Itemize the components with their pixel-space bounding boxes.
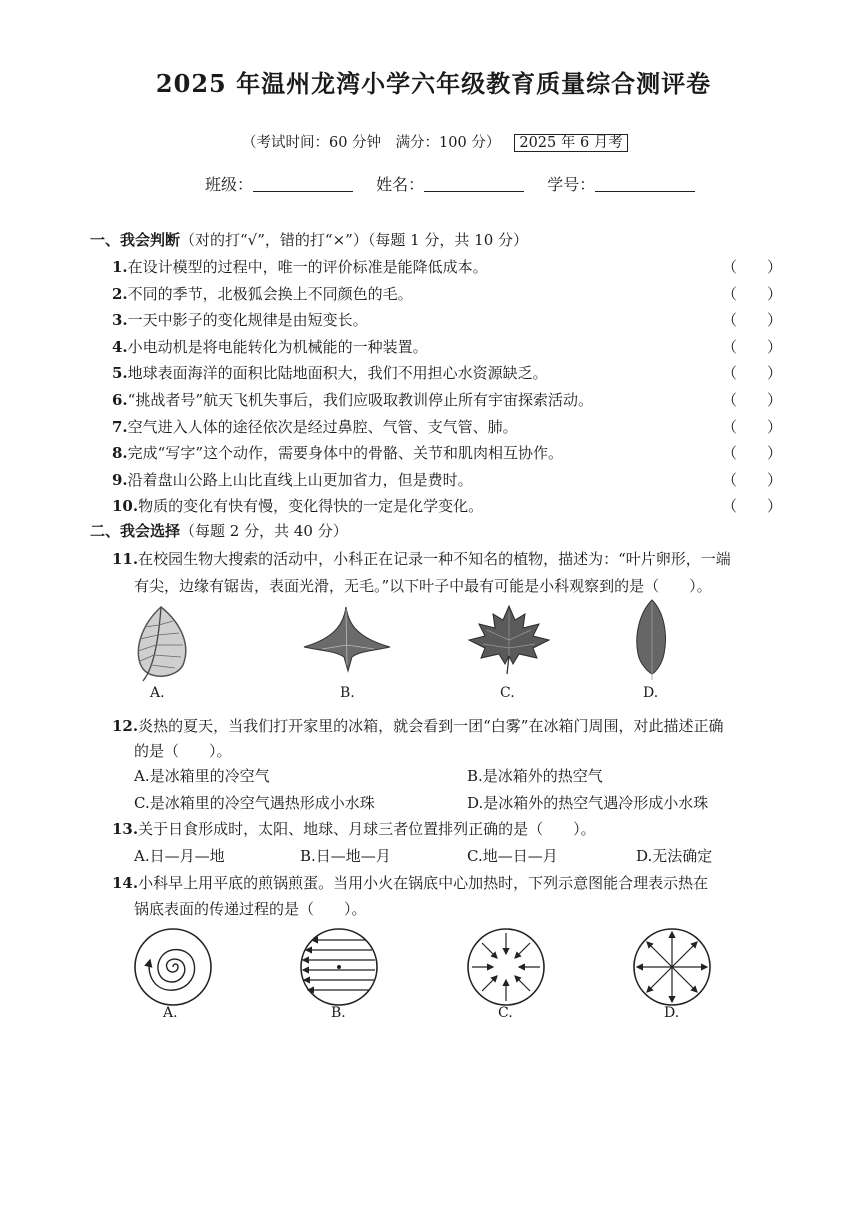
judgement-item bbox=[112, 362, 548, 383]
class-field bbox=[205, 172, 353, 195]
q14-line1 bbox=[112, 872, 708, 893]
answer-parentheses[interactable]: （ ） bbox=[722, 444, 783, 463]
judgement-item bbox=[112, 389, 593, 410]
leaf-a-image bbox=[133, 605, 193, 681]
q11-number: 11. bbox=[112, 550, 139, 568]
judgement-number: 10. bbox=[112, 497, 139, 516]
answer-parentheses[interactable]: （ ） bbox=[722, 284, 783, 303]
q12-line2: 的是（ ）。 bbox=[134, 742, 232, 760]
judgement-text: 小电动机是将电能转化为机械能的一种装置。 bbox=[127, 337, 428, 356]
q13-line1 bbox=[112, 818, 596, 839]
exam-info bbox=[242, 131, 628, 152]
judgement-text: “挑战者号”航天飞机失事后，我们应吸取教训停止所有宇宙探索活动。 bbox=[127, 391, 594, 409]
q12-option-b[interactable]: B.是冰箱外的热空气 bbox=[467, 767, 603, 785]
leaf-d-image bbox=[634, 598, 670, 682]
judgement-number: 2. bbox=[112, 284, 128, 303]
section2-note: （每题 2 分，共 40 分） bbox=[180, 522, 348, 540]
q13-text1: 关于日食形成时，太阳、地球、月球三者位置排列正确的是（ ）。 bbox=[138, 820, 596, 838]
answer-parentheses[interactable]: （ ） bbox=[722, 470, 783, 489]
section1-title: 一、我会判断 bbox=[90, 231, 181, 249]
judgement-item bbox=[112, 416, 518, 437]
name-label: 姓名： bbox=[376, 175, 425, 194]
q13-option-a[interactable]: A.日—月—地 bbox=[134, 847, 225, 865]
judgement-text: 物质的变化有快有慢，变化得快的一定是化学变化。 bbox=[138, 497, 484, 516]
name-blank[interactable] bbox=[424, 177, 524, 192]
judgement-text: 在设计模型的过程中，唯一的评价标准是能降低成本。 bbox=[127, 258, 488, 276]
q12-text1: 炎热的夏天，当我们打开家里的冰箱，就会看到一团“白雾”在冰箱门周围，对此描述正确 bbox=[138, 717, 724, 735]
judgement-text: 一天中影子的变化规律是由短变长。 bbox=[127, 311, 368, 330]
section1-note: （对的打“√”，错的打“×”）（每题 1 分，共 10 分） bbox=[180, 231, 529, 249]
student-no-blank[interactable] bbox=[595, 177, 695, 192]
student-fields bbox=[205, 172, 713, 195]
q14-number: 14. bbox=[112, 874, 139, 892]
answer-parentheses[interactable]: （ ） bbox=[722, 258, 783, 276]
answer-parentheses[interactable]: （ ） bbox=[722, 311, 783, 330]
class-blank[interactable] bbox=[253, 177, 353, 192]
q13-option-d[interactable]: D.无法确定 bbox=[636, 847, 713, 865]
q11-text1: 在校园生物大搜索的活动中，小科正在记录一种不知名的植物，描述为：“叶片卵形，一端 bbox=[138, 550, 731, 568]
judgement-item bbox=[112, 309, 368, 330]
leaf-c-image bbox=[467, 604, 551, 676]
judgement-number: 7. bbox=[112, 417, 128, 436]
section1-heading bbox=[90, 229, 528, 250]
q11-label-c: C. bbox=[500, 685, 515, 701]
answer-parentheses[interactable]: （ ） bbox=[722, 364, 783, 383]
heat-diagram-a-spiral bbox=[134, 928, 212, 1006]
q13-number: 13. bbox=[112, 820, 139, 838]
page-title: 2025 年温州龙湾小学六年级教育质量综合测评卷 bbox=[155, 69, 712, 98]
answer-parentheses[interactable]: （ ） bbox=[722, 497, 783, 516]
q13-option-b[interactable]: B.日—地—月 bbox=[300, 847, 391, 865]
judgement-text: 地球表面海洋的面积比陆地面积大，我们不用担心水资源缺乏。 bbox=[127, 364, 548, 383]
judgement-text: 完成“写字”这个动作，需要身体中的骨骼、关节和肌肉相互协作。 bbox=[127, 444, 564, 463]
judgement-item bbox=[112, 256, 488, 277]
q14-label-b: B. bbox=[331, 1005, 346, 1021]
judgement-text: 沿着盘山公路上山比直线上山更加省力，但是费时。 bbox=[127, 470, 473, 489]
q14-line2: 锅底表面的传递过程的是（ ）。 bbox=[134, 900, 367, 918]
heat-diagram-b-parallel bbox=[300, 928, 378, 1006]
exam-date-box: 2025 年 6 月考 bbox=[514, 134, 627, 152]
judgement-number: 4. bbox=[112, 337, 128, 356]
section2-heading bbox=[90, 520, 348, 541]
judgement-item bbox=[112, 442, 563, 463]
class-label: 班级： bbox=[205, 175, 254, 194]
q12-number: 12. bbox=[112, 717, 139, 735]
judgement-number: 1. bbox=[112, 258, 128, 276]
q12-option-a[interactable]: A.是冰箱里的冷空气 bbox=[134, 767, 270, 785]
q12-line1 bbox=[112, 715, 723, 736]
q12-option-c[interactable]: C.是冰箱里的冷空气遇热形成小水珠 bbox=[134, 794, 375, 812]
heat-diagram-c-inward bbox=[467, 928, 545, 1006]
q11-label-d: D. bbox=[643, 685, 659, 701]
q12-option-d[interactable]: D.是冰箱外的热空气遇冷形成小水珠 bbox=[467, 794, 709, 812]
q14-label-a: A. bbox=[163, 1005, 178, 1021]
heat-diagram-d-outward bbox=[633, 928, 711, 1006]
leaf-b-image bbox=[302, 605, 392, 675]
q11-label-a: A. bbox=[150, 685, 165, 701]
judgement-text: 不同的季节，北极狐会换上不同颜色的毛。 bbox=[127, 284, 413, 303]
answer-parentheses[interactable]: （ ） bbox=[722, 337, 783, 356]
judgement-number: 5. bbox=[112, 364, 128, 383]
judgement-item bbox=[112, 336, 428, 357]
judgement-number: 3. bbox=[112, 311, 128, 330]
exam-duration-score: （考试时间：60 分钟 满分：100 分） bbox=[242, 135, 501, 151]
judgement-item bbox=[112, 495, 483, 516]
q14-text1: 小科早上用平底的煎锅煎蛋。当用小火在锅底中心加热时，下列示意图能合理表示热在 bbox=[138, 874, 709, 892]
student-no-field bbox=[547, 172, 695, 195]
judgement-text: 空气进入人体的途径依次是经过鼻腔、气管、支气管、肺。 bbox=[127, 417, 518, 436]
judgement-number: 6. bbox=[112, 391, 128, 409]
section2-title: 二、我会选择 bbox=[90, 522, 181, 540]
answer-parentheses[interactable]: （ ） bbox=[722, 417, 783, 436]
answer-parentheses[interactable]: （ ） bbox=[722, 391, 783, 409]
student-no-label: 学号： bbox=[547, 175, 596, 194]
name-field bbox=[376, 172, 524, 195]
judgement-number: 9. bbox=[112, 470, 128, 489]
q14-label-c: C. bbox=[498, 1005, 513, 1021]
q14-label-d: D. bbox=[664, 1005, 680, 1021]
q13-option-c[interactable]: C.地—日—月 bbox=[467, 847, 558, 865]
q11-line2: 有尖，边缘有锯齿，表面光滑，无毛。”以下叶子中最有可能是小科观察到的是（ ）。 bbox=[134, 577, 712, 595]
q11-line1 bbox=[112, 548, 731, 569]
judgement-item bbox=[112, 469, 473, 490]
judgement-item bbox=[112, 283, 413, 304]
q11-label-b: B. bbox=[340, 685, 355, 701]
judgement-number: 8. bbox=[112, 444, 128, 463]
